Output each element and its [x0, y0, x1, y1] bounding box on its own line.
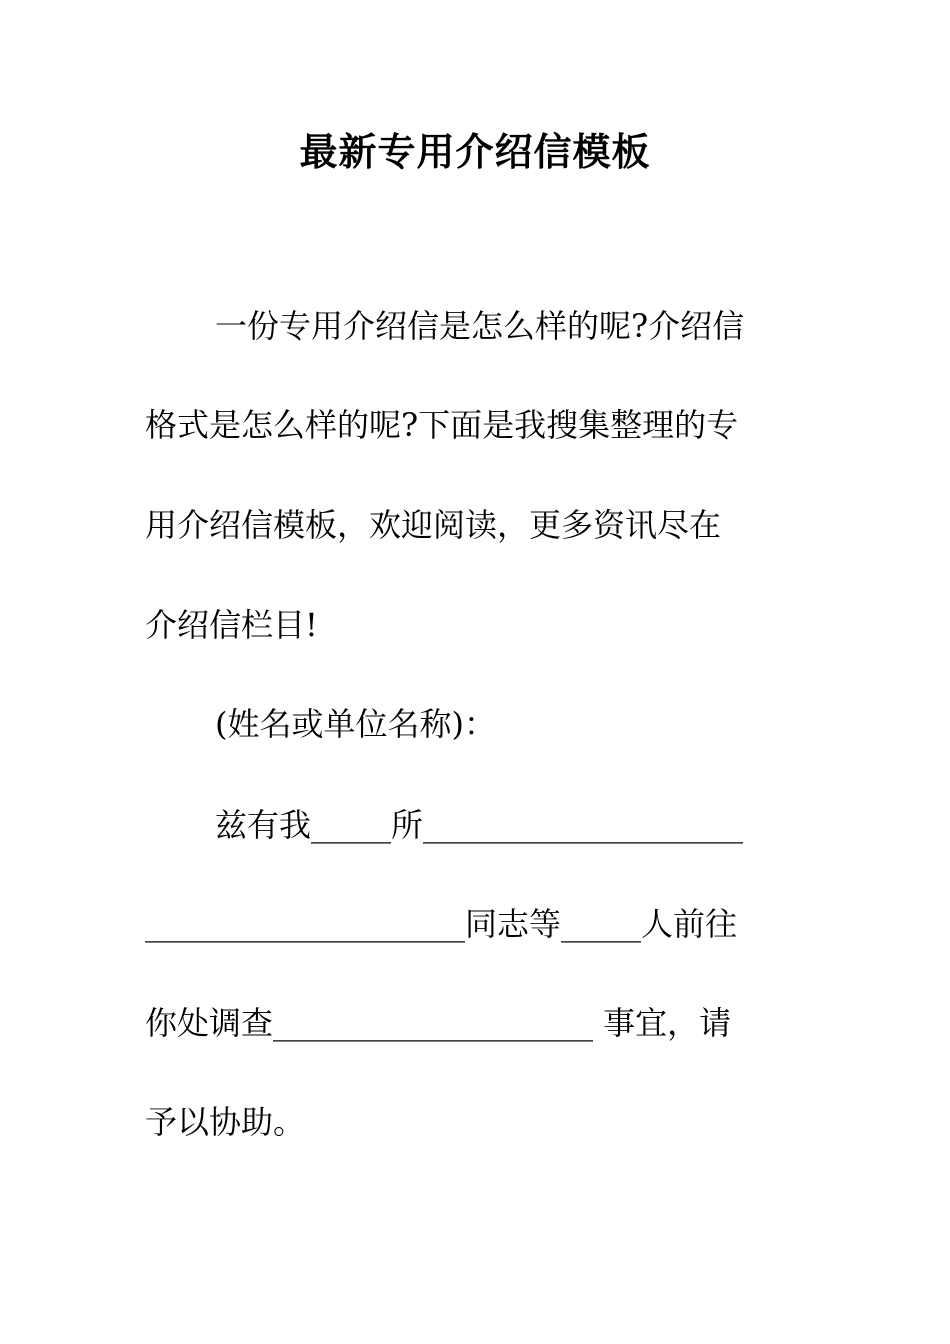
- body-line-4: 予以协助。: [145, 1103, 306, 1141]
- recipient-line: (姓名或单位名称)：: [215, 705, 496, 743]
- body-line-3: 你处调查____________________ 事宜，请: [145, 1004, 732, 1042]
- intro-line-3: 用介绍信模板，欢迎阅读，更多资讯尽在: [145, 506, 722, 544]
- document-title: 最新专用介绍信模板: [299, 129, 651, 174]
- body-line-1: 兹有我_____所____________________: [215, 806, 744, 844]
- intro-line-2: 格式是怎么样的呢?下面是我搜集整理的专: [145, 406, 739, 444]
- body-line-2: ____________________同志等_____人前往: [145, 905, 738, 943]
- intro-line-4: 介绍信栏目!: [145, 606, 318, 644]
- intro-line-1: 一份专用介绍信是怎么样的呢?介绍信: [215, 307, 745, 345]
